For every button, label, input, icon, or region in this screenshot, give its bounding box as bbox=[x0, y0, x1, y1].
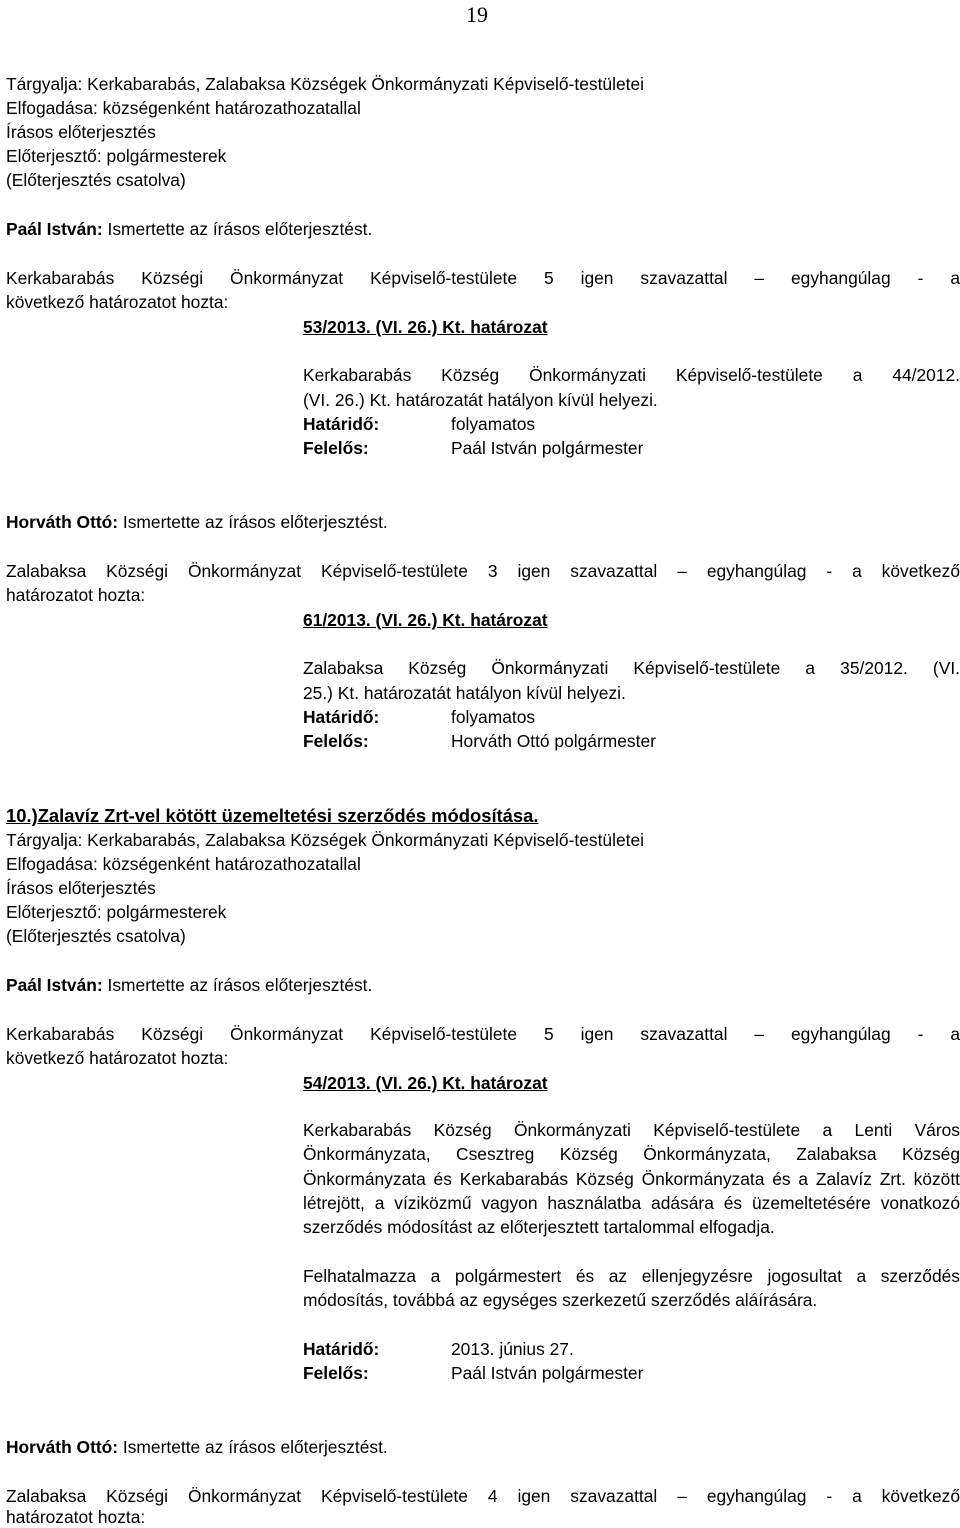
vote-line: Zalabaksa Községi Önkormányzat Képviselő-testülete 4 igen szavazattal – egyhangúlag - a következő bbox=[6, 1486, 960, 1506]
felelos-value: Paál István polgármester bbox=[451, 1363, 644, 1383]
hatarido-value: 2013. június 27. bbox=[451, 1339, 574, 1359]
resolution-title: 53/2013. (VI. 26.) Kt. határozat bbox=[303, 317, 548, 337]
hatarido-value: folyamatos bbox=[451, 707, 536, 727]
speaker-name: Horváth Ottó: bbox=[6, 1437, 119, 1457]
vote-line: Zalabaksa Községi Önkormányzat Képviselő-testülete 3 igen szavazattal – egyhangúlag - a következő bbox=[6, 561, 960, 581]
csatolva-line: (Előterjesztés csatolva) bbox=[6, 926, 186, 946]
page-number: 19 bbox=[466, 2, 488, 27]
felelos-label: Felelős: bbox=[303, 438, 369, 458]
resolution-title: 54/2013. (VI. 26.) Kt. határozat bbox=[303, 1073, 548, 1093]
vote-line: Kerkabarabás Községi Önkormányzat Képviselő-testülete 5 igen szavazattal – egyhangúlag - a bbox=[6, 268, 960, 288]
speaker-text: Ismertette az írásos előterjesztést. bbox=[118, 1437, 388, 1457]
speaker-text: Ismertette az írásos előterjesztést. bbox=[118, 512, 388, 532]
irasos-line: Írásos előterjesztés bbox=[6, 122, 156, 142]
felelos-label: Felelős: bbox=[303, 731, 369, 751]
felelos-value: Horváth Ottó polgármester bbox=[451, 731, 656, 751]
speaker-text: Ismertette az írásos előterjesztést. bbox=[102, 975, 373, 995]
vote-line-cont: határozatot hozta: bbox=[6, 1507, 146, 1527]
eloterjeszto-line: Előterjesztő: polgármesterek bbox=[6, 146, 227, 166]
speaker-text: Ismertette az írásos előterjesztést. bbox=[102, 219, 373, 239]
csatolva-line: (Előterjesztés csatolva) bbox=[6, 170, 186, 190]
resolution-text-cont: 25.) Kt. határozatát hatályon kívül helyezi. bbox=[303, 683, 626, 703]
felelos-row bbox=[303, 730, 656, 752]
resolution-text: Zalabaksa Község Önkormányzati Képviselő-testülete a 35/2012. (VI. bbox=[303, 658, 960, 678]
elfogadasa-line: Elfogadása: községenként határozathozatallal bbox=[6, 98, 361, 118]
hatarido-label: Határidő: bbox=[303, 414, 380, 434]
elfogadasa-line: Elfogadása: községenként határozathozatallal bbox=[6, 854, 361, 874]
resolution-paragraph: Kerkabarabás Község Önkormányzati Képviselő-testülete a Lenti Város Önkormányzata, Csesztreg Község Önkormányzata, Zalabaksa Község Önkormányzata és Kerkabarabás Község Önkormányzata és a Zalavíz Zrt. között létrejött, a víziközmű vagyon használatba adására és üzemeltetésére vonatkozó szerződés módosítást az előterjesztett tartalommal elfogadja. bbox=[303, 1120, 960, 1238]
felelos-row bbox=[303, 1362, 643, 1384]
vote-line-cont: következő határozatot hozta: bbox=[6, 292, 229, 312]
resolution-text: Kerkabarabás Község Önkormányzati Képviselő-testülete a 44/2012. bbox=[303, 365, 960, 385]
hatarido-row bbox=[303, 1338, 574, 1360]
hatarido-row bbox=[303, 706, 535, 728]
hatarido-label: Határidő: bbox=[303, 707, 380, 727]
hatarido-row bbox=[303, 413, 535, 435]
irasos-line: Írásos előterjesztés bbox=[6, 878, 156, 898]
speaker-name: Paál István: bbox=[6, 975, 103, 995]
eloterjeszto-line: Előterjesztő: polgármesterek bbox=[6, 902, 227, 922]
resolution-text-cont: (VI. 26.) Kt. határozatát hatályon kívül helyezi. bbox=[303, 390, 658, 410]
hatarido-label: Határidő: bbox=[303, 1339, 380, 1359]
speaker-name: Horváth Ottó: bbox=[6, 512, 119, 532]
speaker-line bbox=[6, 974, 372, 996]
speaker-name: Paál István: bbox=[6, 219, 103, 239]
targyalja-line: Tárgyalja: Kerkabarabás, Zalabaksa Községek Önkormányzati Képviselő-testületei bbox=[6, 830, 644, 850]
targyalja-line: Tárgyalja: Kerkabarabás, Zalabaksa Községek Önkormányzati Képviselő-testületei bbox=[6, 74, 644, 94]
resolution-paragraph: Felhatalmazza a polgármestert és az ellenjegyzésre jogosultat a szerződés módosítás, továbbá az egységes szerkezetű szerződés aláírására. bbox=[303, 1266, 960, 1311]
felelos-label: Felelős: bbox=[303, 1363, 369, 1383]
felelos-row bbox=[303, 437, 643, 459]
felelos-value: Paál István polgármester bbox=[451, 438, 644, 458]
vote-line-cont: következő határozatot hozta: bbox=[6, 1048, 229, 1068]
vote-line: Kerkabarabás Községi Önkormányzat Képviselő-testülete 5 igen szavazattal – egyhangúlag - a bbox=[6, 1024, 960, 1044]
speaker-line bbox=[6, 218, 372, 240]
resolution-title: 61/2013. (VI. 26.) Kt. határozat bbox=[303, 610, 548, 630]
vote-line-cont: határozatot hozta: bbox=[6, 585, 146, 605]
hatarido-value: folyamatos bbox=[451, 414, 536, 434]
speaker-line bbox=[6, 1436, 388, 1458]
section-heading: 10.)Zalavíz Zrt-vel kötött üzemeltetési szerződés módosítása. bbox=[6, 805, 539, 826]
speaker-line bbox=[6, 511, 388, 533]
